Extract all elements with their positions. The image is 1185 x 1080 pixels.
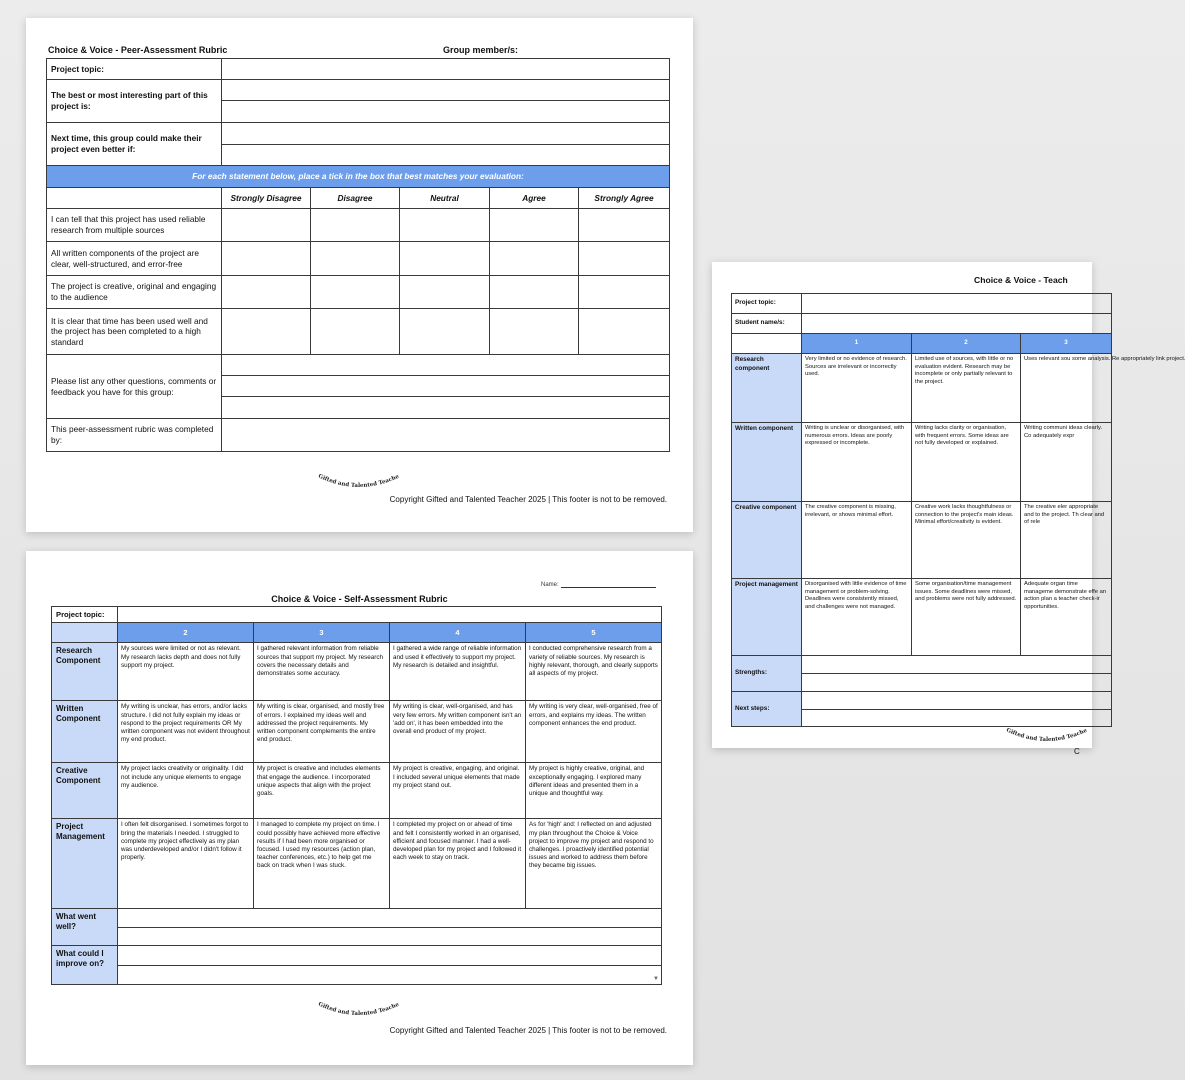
scale-disagree: Disagree	[311, 188, 400, 209]
tick-box[interactable]	[400, 276, 490, 309]
teacher-project-topic-field[interactable]	[802, 294, 1112, 314]
next-time-field-2[interactable]	[222, 145, 670, 166]
went-well-label: What went well?	[52, 909, 118, 946]
improve-label: What could I improve on?	[52, 946, 118, 985]
gifted-talented-logo	[314, 999, 404, 1026]
rubric-cell: Creative work lacks thoughtfulness or connection to the project's main ideas. Minimal effort/creativity is evident.	[912, 502, 1021, 579]
best-part-label: The best or most interesting part of this project is:	[47, 80, 222, 123]
went-well-field-1[interactable]	[118, 909, 662, 928]
rubric-cell: My writing is very clear, well-organised, free of errors, and explains my ideas. The written component enhances the end product.	[526, 701, 662, 763]
teacher-assessment-sheet	[712, 262, 1185, 756]
tick-box[interactable]	[222, 276, 311, 309]
tick-box[interactable]	[222, 242, 311, 276]
student-names-field[interactable]	[802, 314, 1112, 334]
project-topic-label: Project topic:	[47, 59, 222, 80]
svg-text:Gifted and Talented Teacher: Gifted and Talented Teache	[1005, 727, 1089, 744]
rubric-cell: My writing is clear, organised, and mostly free of errors. I explained my ideas well and addressed the project requirements. My written component complements the entire end product.	[254, 701, 390, 763]
rubric-cell: My project is creative, engaging, and original. I included several unique elements that made my project stand out.	[390, 763, 526, 819]
tick-box[interactable]	[579, 276, 670, 309]
feedback-label: Please list any other questions, comments or feedback you have for this group:	[47, 355, 222, 419]
tick-box[interactable]	[490, 209, 579, 242]
teacher-level-2: 2	[912, 334, 1021, 354]
rubric-cell: Limited use of sources, with little or no evaluation evident. Research may be incomplete or only partially relevant to the project.	[912, 354, 1021, 423]
tick-box[interactable]	[579, 242, 670, 276]
student-names-label: Student name/s:	[732, 314, 802, 334]
feedback-field-3[interactable]	[222, 397, 670, 419]
self-level-3: 3	[254, 623, 390, 643]
instruction-banner: For each statement below, place a tick in the box that best matches your evaluation:	[47, 166, 670, 188]
tick-box[interactable]	[490, 276, 579, 309]
self-row-creative: Creative Component	[52, 763, 118, 819]
tick-box[interactable]	[311, 242, 400, 276]
project-topic-field[interactable]	[222, 59, 670, 80]
tick-box[interactable]	[490, 309, 579, 355]
dropdown-arrow-icon[interactable]: ▼	[653, 975, 659, 982]
name-label: Name:	[541, 582, 656, 588]
feedback-field-2[interactable]	[222, 376, 670, 397]
strengths-label: Strengths:	[732, 656, 802, 692]
self-title: Choice & Voice - Self-Assessment Rubric	[271, 594, 448, 604]
tick-box[interactable]	[579, 309, 670, 355]
scale-corner	[47, 188, 222, 209]
tick-box[interactable]	[400, 309, 490, 355]
best-part-field-2[interactable]	[222, 101, 670, 123]
self-row-written: Written Component	[52, 701, 118, 763]
improve-field-2[interactable]	[118, 966, 662, 985]
rubric-cell: My project is creative and includes elements that engage the audience. I incorporated unique aspects that align with the project goals.	[254, 763, 390, 819]
teacher-copyright: C	[1074, 747, 1080, 756]
tick-box[interactable]	[579, 209, 670, 242]
self-level-5: 5	[526, 623, 662, 643]
next-time-field-1[interactable]	[222, 123, 670, 145]
teacher-project-topic-label: Project topic:	[732, 294, 802, 314]
self-copyright: Copyright Gifted and Talented Teacher 2025 | This footer is not to be removed.	[389, 1026, 667, 1035]
rubric-cell: My sources were limited or not as relevant. My research lacks depth and does not fully support my project.	[118, 643, 254, 701]
feedback-field-1[interactable]	[222, 355, 670, 376]
teacher-row-written: Written component	[732, 423, 802, 502]
statement-time: It is clear that time has been used well and the project has been completed to a high standard	[47, 309, 222, 355]
strengths-field-2[interactable]	[802, 674, 1112, 692]
rubric-cell: Very limited or no evidence of research. Sources are irrelevant or incorrectly used.	[802, 354, 912, 423]
scale-agree: Agree	[490, 188, 579, 209]
next-time-label: Next time, this group could make their project even better if:	[47, 123, 222, 166]
tick-box[interactable]	[400, 209, 490, 242]
peer-copyright: Copyright Gifted and Talented Teacher 2025 | This footer is not to be removed.	[389, 495, 667, 504]
rubric-cell: I gathered relevant information from reliable sources that support my project. My research covers the necessary details and demonstrates some accuracy.	[254, 643, 390, 701]
scale-neutral: Neutral	[400, 188, 490, 209]
rubric-cell: My project is highly creative, original, and exceptionally engaging. I explored many different ideas and presented them in a unique and thoughtful way.	[526, 763, 662, 819]
tick-box[interactable]	[311, 209, 400, 242]
went-well-field-2[interactable]	[118, 928, 662, 946]
tick-box[interactable]	[400, 242, 490, 276]
tick-box[interactable]	[490, 242, 579, 276]
teacher-table	[731, 293, 1185, 727]
self-row-management: Project Management	[52, 819, 118, 909]
scale-strongly-disagree: Strongly Disagree	[222, 188, 311, 209]
rubric-cell: Disorganised with little evidence of time management or problem-solving. Deadlines were consistently missed, and challenges were not managed.	[802, 579, 912, 656]
improve-field-1[interactable]	[118, 946, 662, 966]
best-part-field-1[interactable]	[222, 80, 670, 101]
rubric-cell: I gathered a wide range of reliable information and used it effectively to support my project. My research is detailed and insightful.	[390, 643, 526, 701]
rubric-cell: Uses relevant sou some analysis. Re appropriately link project.	[1021, 354, 1112, 423]
peer-title: Choice & Voice - Peer-Assessment Rubric	[48, 45, 228, 55]
rubric-cell: As for 'high' and: I reflected on and adjusted my plan throughout the Choice & Voice project to improve my project and respond to challenges. I proactively identified potential issues and worked to address them before they became big issues.	[526, 819, 662, 909]
teacher-row-creative: Creative component	[732, 502, 802, 579]
rubric-cell: Writing lacks clarity or organisation, with frequent errors. Some ideas are not fully developed or explained.	[912, 423, 1021, 502]
tick-box[interactable]	[222, 209, 311, 242]
self-row-research: Research Component	[52, 643, 118, 701]
self-project-topic-label: Project topic:	[52, 607, 118, 623]
peer-table	[46, 58, 670, 452]
tick-box[interactable]	[222, 309, 311, 355]
teacher-header-corner	[732, 334, 802, 354]
rubric-cell: I completed my project on or ahead of time and felt I consistently worked in an organised, efficient and focused manner. I had a well-developed plan for my project and I followed it each week to stay on track.	[390, 819, 526, 909]
rubric-cell: The creative eler appropriate and to the project. Th clear and of rele	[1021, 502, 1112, 579]
rubric-cell: I conducted comprehensive research from a variety of reliable sources. My research is highly relevant, thorough, and clearly supports all aspects of my project.	[526, 643, 662, 701]
rubric-cell: The creative component is missing, irrelevant, or shows minimal effort.	[802, 502, 912, 579]
rubric-cell: Writing is unclear or disorganised, with numerous errors. Ideas are poorly expressed or incomplete.	[802, 423, 912, 502]
tick-box[interactable]	[311, 276, 400, 309]
rubric-cell: Writing communi ideas clearly. Co adequately expr	[1021, 423, 1112, 502]
teacher-level-3: 3	[1021, 334, 1112, 354]
completed-by-label: This peer-assessment rubric was completed by:	[47, 419, 222, 452]
tick-box[interactable]	[311, 309, 400, 355]
next-steps-field-2[interactable]	[802, 710, 1112, 727]
self-project-topic-field[interactable]	[118, 607, 662, 623]
next-steps-label: Next steps:	[732, 692, 802, 727]
rubric-cell: I often felt disorganised. I sometimes forgot to bring the materials I needed. I struggled to complete my project effectively as my plan was underdeveloped and/or I didn't follow it properly.	[118, 819, 254, 909]
next-steps-field-1[interactable]	[802, 692, 1112, 710]
rubric-cell: I managed to complete my project on time. I could possibly have achieved more effective results if I had been more organised or focused. I used my resources (action plan, teacher conferences, etc.) to help get me back on track when I was stuck.	[254, 819, 390, 909]
teacher-row-management: Project management	[732, 579, 802, 656]
self-table	[51, 606, 662, 985]
rubric-cell: My project lacks creativity or originality. I did not include any unique elements to engage my audience.	[118, 763, 254, 819]
scale-strongly-agree: Strongly Agree	[579, 188, 670, 209]
rubric-cell: Some organisation/time management issues. Some deadlines were missed, and problems were not fully addressed.	[912, 579, 1021, 656]
statement-creative: The project is creative, original and engaging to the audience	[47, 276, 222, 309]
statement-written: All written components of the project are clear, well-structured, and error-free	[47, 242, 222, 276]
peer-assessment-sheet	[26, 18, 693, 532]
self-assessment-sheet	[26, 551, 693, 1065]
self-header-corner	[52, 623, 118, 643]
rubric-cell: My writing is clear, well-organised, and has very few errors. My written component isn't an 'add on', it has been embedded into the overall end product of my project.	[390, 701, 526, 763]
self-level-2: 2	[118, 623, 254, 643]
strengths-field-1[interactable]	[802, 656, 1112, 674]
teacher-level-1: 1	[802, 334, 912, 354]
statement-research: I can tell that this project has used reliable research from multiple sources	[47, 209, 222, 242]
svg-text:Gifted and Talented Teacher: Gifted and Talented Teache	[317, 1001, 401, 1018]
name-field[interactable]	[561, 587, 656, 588]
teacher-title: Choice & Voice - Teach	[974, 275, 1068, 285]
gifted-talented-logo	[314, 471, 404, 498]
teacher-row-research: Research component	[732, 354, 802, 423]
self-level-4: 4	[390, 623, 526, 643]
group-member-label: Group member/s:	[443, 45, 519, 55]
rubric-cell: Adequate organ time manageme demonstrate effe an action plan a teacher check-ir opportunities.	[1021, 579, 1112, 656]
rubric-cell: My writing is unclear, has errors, and/or lacks structure. I did not fully explain my ideas or respond to the project requirements OR My written component was not evident throughout my end product.	[118, 701, 254, 763]
svg-text:Gifted and Talented Teacher: Gifted and Talented Teache	[317, 473, 401, 490]
completed-by-field[interactable]	[222, 419, 670, 452]
